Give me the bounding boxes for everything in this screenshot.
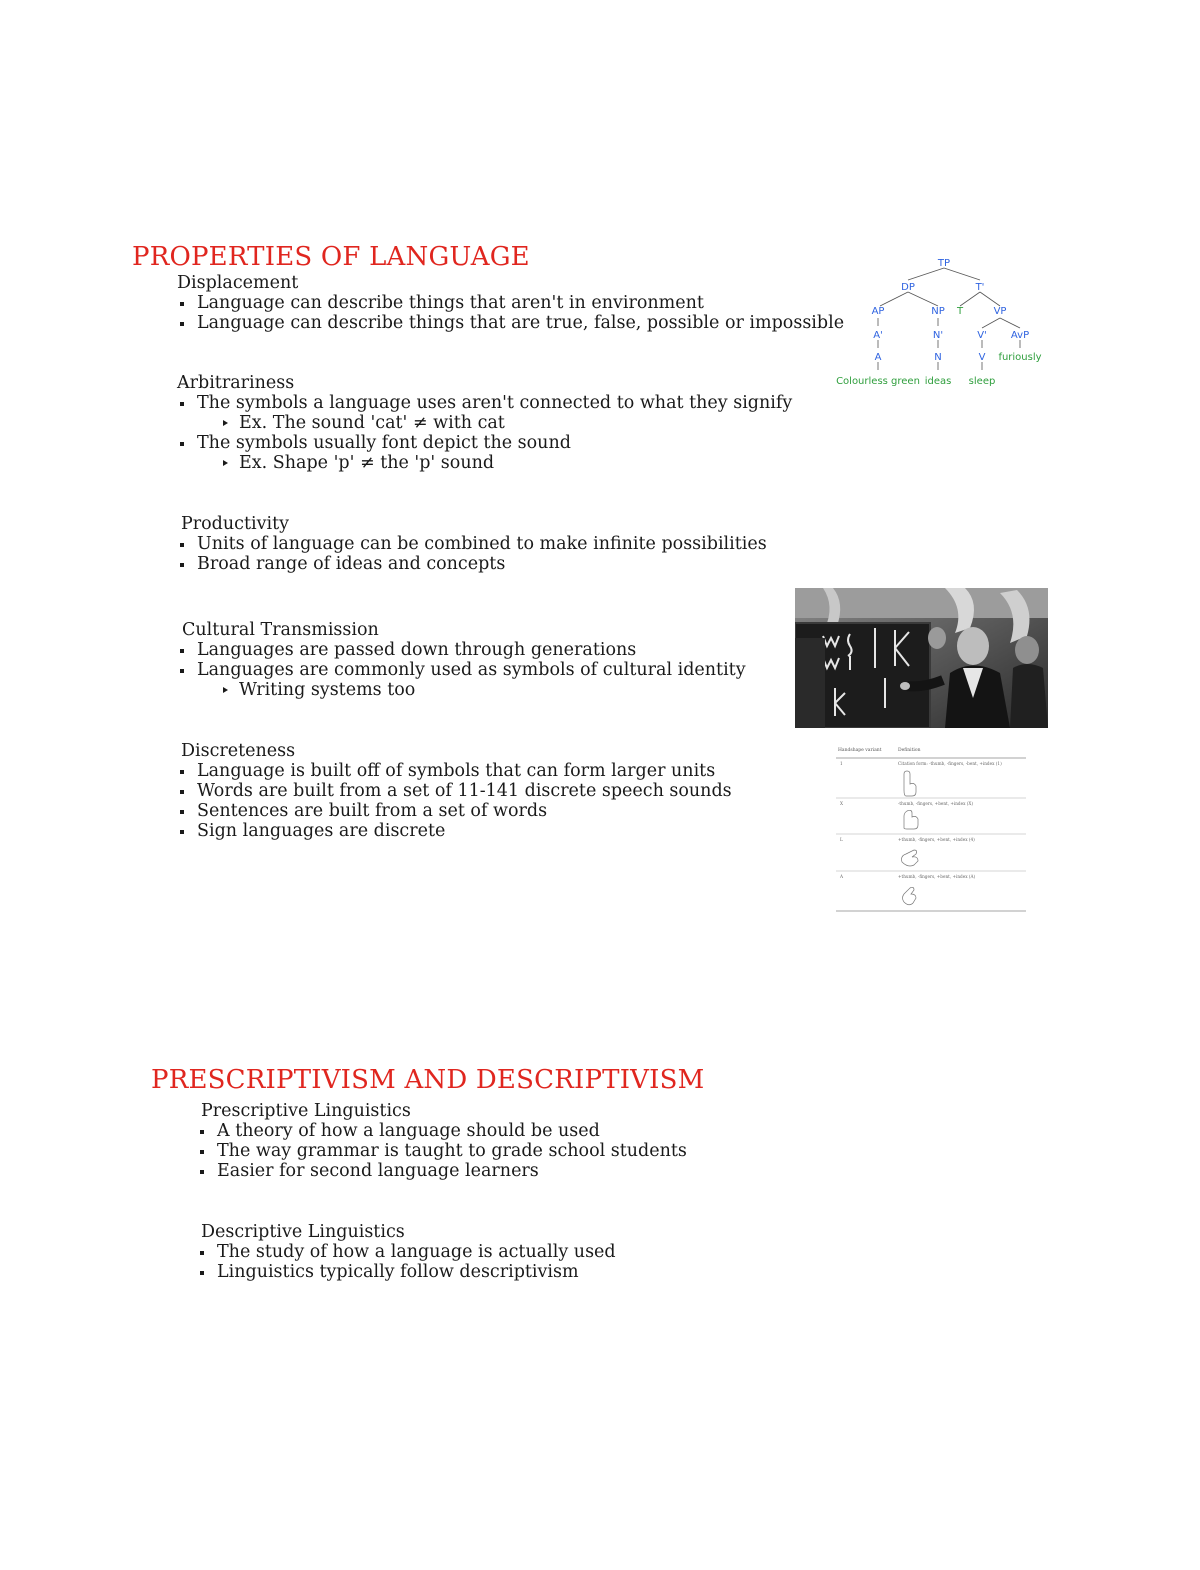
bullet-list [197, 1121, 687, 1181]
list-item: The symbols usually font depict the sound [177, 433, 792, 453]
list-item: Units of language can be combined to make infinite possibilities [177, 534, 767, 554]
node-abar: A' [873, 330, 883, 341]
sub-list-item: Ex. Shape 'p' ≠ the 'p' sound [177, 453, 792, 473]
section-heading: Discreteness [181, 741, 296, 761]
node-a: A [874, 352, 882, 363]
section-cultural-transmission [177, 620, 746, 700]
bullet-list [197, 1242, 616, 1282]
list-item: Language is built off of symbols that can form larger units [177, 761, 732, 781]
row-variant: L [840, 837, 843, 842]
node-dp: DP [901, 282, 915, 293]
hand-icon [904, 771, 916, 796]
syntax-tree [830, 254, 1050, 394]
sub-list-item: Ex. The sound 'cat' ≠ with cat [177, 413, 792, 433]
bullet-list [177, 640, 746, 700]
word-furiously: furiously [998, 352, 1042, 363]
bullet-list [177, 393, 792, 473]
bullet-list [177, 293, 844, 333]
list-item: Sentences are built from a set of words [177, 801, 732, 821]
row-definition: +thumb, -fingers, +bent, +index (A) [898, 874, 976, 879]
sub-list-item: Writing systems too [177, 680, 746, 700]
list-item: Broad range of ideas and concepts [177, 554, 767, 574]
row-variant: X [840, 801, 843, 806]
section-descriptive-linguistics [197, 1222, 616, 1282]
section-productivity [177, 514, 767, 574]
list-item: Languages are passed down through generations [177, 640, 746, 660]
word-ideas: ideas [924, 376, 952, 387]
section-heading: Cultural Transmission [182, 620, 379, 640]
section-prescriptive-linguistics [197, 1101, 687, 1181]
handshape-table [836, 744, 1026, 914]
list-item: Sign languages are discrete [177, 821, 732, 841]
node-t: T [956, 306, 964, 317]
word-sleep: sleep [968, 376, 996, 387]
table-header-definition: Definition [898, 748, 921, 753]
list-item: The symbols a language uses aren't connected to what they signify [177, 393, 792, 413]
section-heading: Productivity [181, 514, 289, 534]
handshape-table-svg [836, 744, 1026, 914]
list-item: Language can describe things that are true, false, possible or impossible [177, 313, 844, 333]
hand-icon [903, 887, 917, 904]
section-discreteness [177, 741, 732, 841]
list-item: Language can describe things that aren't in environment [177, 293, 844, 313]
list-item: The way grammar is taught to grade school students [197, 1141, 687, 1161]
node-tbar: T' [975, 282, 985, 293]
section-arbitrariness [177, 373, 792, 473]
tree-nodes [872, 258, 1030, 363]
historical-photo [795, 588, 1048, 728]
row-definition: -thumb, -fingers, +bent, +index (X) [898, 801, 974, 806]
properties-title: PROPERTIES OF LANGUAGE [132, 242, 530, 272]
hand-icon [902, 850, 919, 866]
node-np: NP [931, 306, 945, 317]
node-vp: VP [993, 306, 1007, 317]
section-heading: Descriptive Linguistics [201, 1222, 405, 1242]
section-heading: Arbitrariness [177, 373, 295, 393]
node-nbar: N' [932, 330, 944, 341]
node-tp: TP [937, 258, 951, 269]
row-definition: Citation form: -thumb, -fingers, -bent, +index (1) [898, 761, 1002, 766]
list-item: Linguistics typically follow descriptivism [197, 1262, 616, 1282]
bullet-list [177, 761, 732, 841]
photo-image [795, 588, 1048, 728]
prescriptivism-title: PRESCRIPTIVISM AND DESCRIPTIVISM [151, 1065, 705, 1095]
node-v: V [978, 352, 986, 363]
list-item: Languages are commonly used as symbols of cultural identity [177, 660, 746, 680]
syntax-tree-figure [830, 254, 1050, 394]
node-ap: AP [871, 306, 885, 317]
list-item: The study of how a language is actually used [197, 1242, 616, 1262]
row-definition: +thumb, -fingers, +bent, +index (4) [898, 837, 975, 842]
list-item: A theory of how a language should be used [197, 1121, 687, 1141]
table-header-variant: Handshape variant [838, 748, 882, 753]
node-avp: AvP [1010, 330, 1030, 341]
section-heading: Displacement [177, 273, 299, 293]
word-colourless-green: Colourless green [836, 376, 920, 387]
row-variant: A [840, 874, 844, 879]
row-variant: 1 [840, 761, 843, 766]
node-vbar: V' [977, 330, 987, 341]
hand-icon [904, 810, 918, 829]
node-n: N [934, 352, 942, 363]
list-item: Easier for second language learners [197, 1161, 687, 1181]
section-heading: Prescriptive Linguistics [201, 1101, 411, 1121]
bullet-list [177, 534, 767, 574]
list-item: Words are built from a set of 11-141 discrete speech sounds [177, 781, 732, 801]
section-displacement [177, 273, 844, 333]
